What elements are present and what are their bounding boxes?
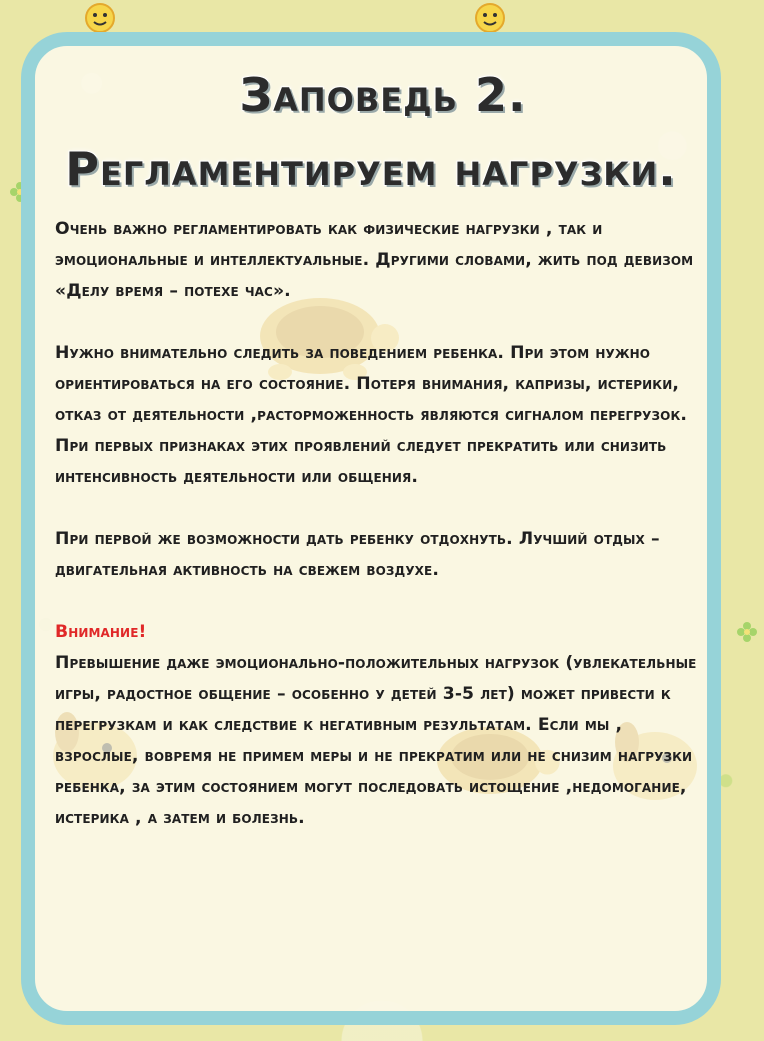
- warning-heading: Внимание!: [55, 622, 147, 642]
- warning-text: Превышение даже эмоционально-положительных нагрузок (увлекательные игры, радостное общение – особенно у детей 3-5 лет) может привести к перегрузкам и как следствие к негативным результатам. Если мы , взрослые, вовремя не примем меры и не прекратим или не снизим нагрузки ребенка, за этим состоянием могут последовать истощение ,недомогание, истерика , а затем и болезнь.: [55, 653, 697, 828]
- page-title: Заповедь 2.: [239, 68, 527, 122]
- paragraph-2: Нужно внимательно следить за поведением ребенка. При этом нужно ориентироваться на его состояние. Потеря внимания, капризы, истерики, отказ от деятельности ,расторможенность являются сигналом перегрузок. При первых признаках этих проявлений следует прекратить или снизить интенсивность деятельности или общения.: [55, 343, 687, 487]
- warning-block: [55, 617, 710, 834]
- paragraph-3: При первой же возможности дать ребенку отдохнуть. Лучший отдых –двигательная активность на свежем воздухе.: [55, 529, 660, 580]
- content-panel: [21, 32, 721, 1025]
- main-text: [55, 214, 710, 834]
- page-subtitle: Регламентируем нагрузки.: [65, 142, 677, 196]
- paragraph-1: Очень важно регламентировать как физические нагрузки , так и эмоциональные и интеллектуальные. Другими словами, жить под девизом «Делу время – потехе час».: [55, 219, 694, 301]
- flower-icon: [735, 620, 759, 644]
